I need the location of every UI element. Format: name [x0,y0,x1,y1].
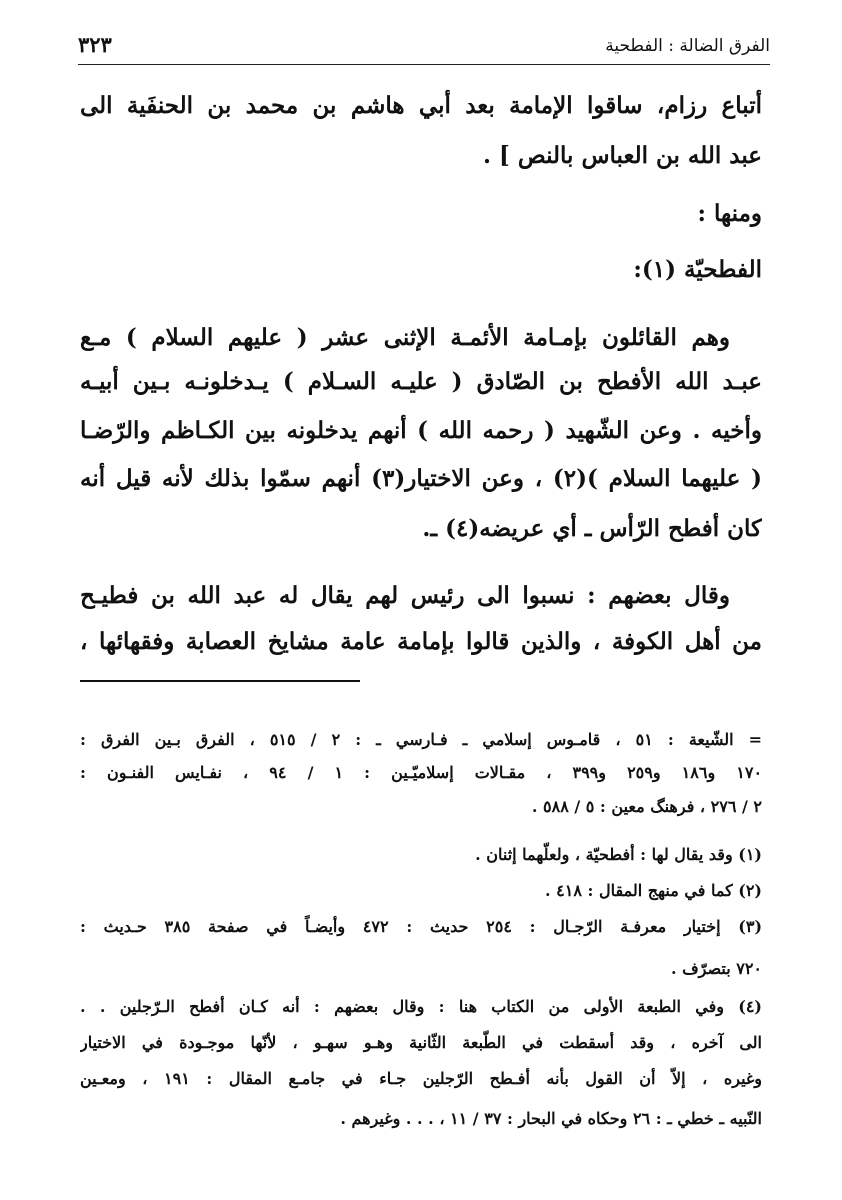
body-line: من أهل الكوفة ، والذين قالوا بإمامة عامة مشايخ العصابة وفقهائها ، [80,628,762,655]
body-line: وقال بعضهم : نسبوا الى رئيس لهم يقال له عبد الله بن فطيـح [80,582,730,609]
section-heading: الفطحيّة (١): [633,256,762,283]
running-title: الفرق الضالة : الفطحية [605,36,770,56]
body-line: ( عليهما السلام )(٢) ، وعن الاختيار(٣) أنهم سمّوا بذلك لأنه قيل أنه [80,465,762,492]
footnote-line: ١٧٠ و١٨٦ و٢٥٩ و٣٩٩ ، مقـالات إسلاميّـين : ١ / ٩٤ ، نفـايس الفنـون : [80,763,762,782]
body-line: وهم القائلون بإمـامة الأئمـة الإثنى عشر ( عليهم السلام ) مـع [80,324,730,351]
page-number: ٣٢٣ [78,32,112,57]
footnote-separator [80,680,360,682]
footnote-line: الى آخره ، وقد أسقطت في الطّبعة الثّانية وهـو سهـو ، لأنّها موجـودة في الاختيار [80,1033,762,1052]
footnote-line: = الشّيعة : ٥١ ، قامـوس إسلامي ـ فـارسي ـ : ٢ / ٥١٥ ، الفرق بـين الفرق : [80,730,762,749]
body-line: ومنها : [697,200,762,227]
body-line: وأخيه . وعن الشّهيد ( رحمه الله ) أنهم يدخلونه بين الكـاظم والرّضـا [80,417,762,444]
footnote-line: وغيره ، إلاّ أن القول بأنه أفـطح الرّجلين جـاء في جامـع المقال : ١٩١ ، ومعـين [80,1069,762,1088]
body-line: عبد الله بن العباس بالنص ] . [483,142,762,169]
footnote-2: (٢) كما في منهج المقال : ٤١٨ . [545,881,762,900]
footnote-line: ٧٢٠ بتصرّف . [670,959,762,978]
footnote-line: النّبيه ـ خطي ـ : ٢٦ وحكاه في البحار : ٣٧ / ١١ ، . . . وغيرهم . [340,1109,762,1128]
body-line: عبـد الله الأفطح بن الصّادق ( عليـه السـلام ) يـدخلونـه بـين أبيـه [80,368,762,395]
body-line: كان أفطح الرّأس ـ أي عريضه(٤) ـ. [422,515,762,542]
footnote-line: ٢ / ٢٧٦ ، فرهنگ معين : ٥ / ٥٨٨ . [531,797,762,816]
body-line: أتباع رزام، ساقوا الإمامة بعد أبي هاشم بن محمد بن الحنفَية الى [80,92,762,119]
footnote-4: (٤) وفي الطبعة الأولى من الكتاب هنا : وقال بعضهم : أنه كـان أفطح الـرّجلين . . [80,997,762,1016]
running-header [78,30,770,65]
footnote-3: (٣) إختيار معرفـة الرّجـال : ٢٥٤ حديث : ٤٧٢ وأيضـاً في صفحة ٣٨٥ حـديث : [80,917,762,936]
footnote-1: (١) وقد يقال لها : أفطحيّة ، ولعلّهما إثنان . [475,845,762,864]
